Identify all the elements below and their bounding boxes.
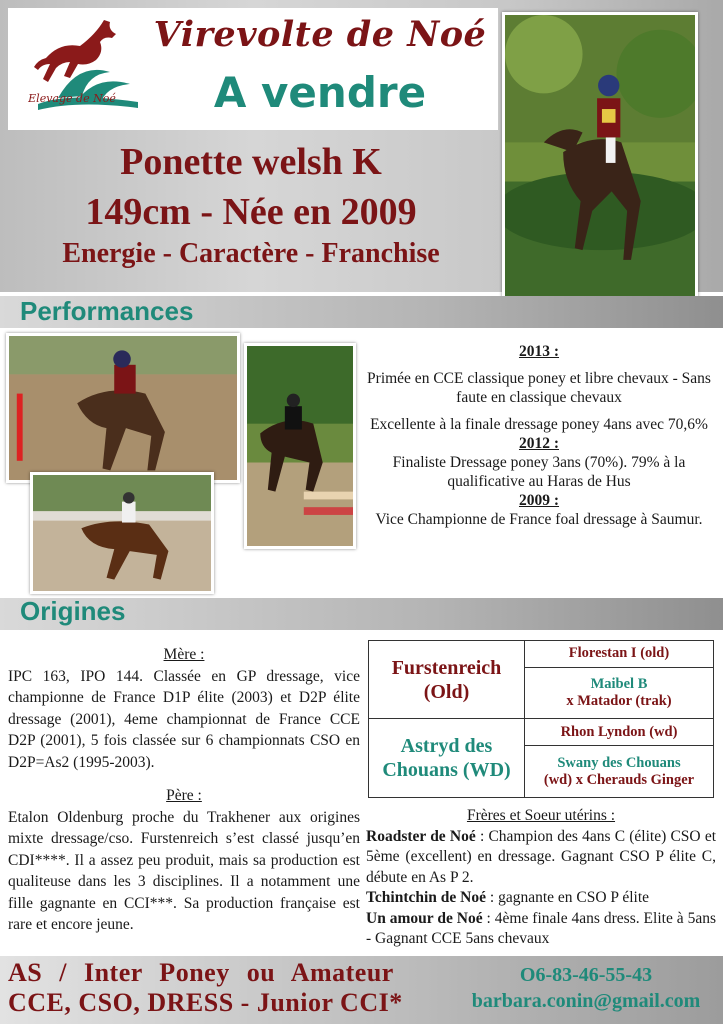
performances-text <box>362 342 716 529</box>
headline-height-birth: 149cm - Née en 2009 <box>85 191 417 233</box>
showjump-photo-1 <box>6 333 240 483</box>
mere-text: IPC 163, IPO 144. Classée en GP dressage, vice championne de France D1P élite (2003) et D2P élite dressage (2001), 4eme championnat de France CCE D2P (2001), 5 fois classée sur 6 championnats CSO en D2P=As2 (1995-2003). <box>8 667 360 771</box>
horse-name-title: Virevolte de Noé <box>153 14 487 55</box>
dressage-photo <box>30 472 214 594</box>
perf-item: Vice Championne de France foal dressage à Saumur. <box>375 511 703 528</box>
headline-qualities: Energie - Caractère - Franchise <box>62 238 440 269</box>
logo-caption: Elevage de Noé <box>28 92 116 105</box>
sibling-text: : Champion des 4ans C (élite) CSO et 5ème (excellent) en dressage. Gagnant CSO P élite C, débute en As P 2. <box>366 827 717 886</box>
showjump-photo-2 <box>244 343 356 549</box>
headline-breed: Ponette welsh K <box>120 141 382 183</box>
pedigree-dam-sire: Rhon Lyndon (wd) <box>525 719 714 746</box>
mere-label: Mère : <box>163 646 205 663</box>
pedigree-sire-dam <box>525 667 714 719</box>
sibling-name: Un amour de Noé <box>366 909 483 927</box>
pedigree-sire: Furstenreich (Old) <box>369 641 525 719</box>
pedigree-dam-dam-name: Swany des Chouans <box>557 754 681 771</box>
sibling-text: : 4ème finale 4ans dress. Elite à 5ans - Gagnant CCE 5ans chevaux <box>366 909 716 947</box>
pere-label: Père : <box>166 787 202 804</box>
pedigree-dam: Astryd des Chouans (WD) <box>369 719 525 798</box>
footer-disciplines: CCE, CSO, DRESS - Junior CCI* <box>8 988 403 1017</box>
pedigree-sire-dam-name: Maibel B <box>590 676 648 693</box>
siblings-label: Frères et Soeur utérins : <box>466 807 616 824</box>
sibling-text: : gagnante en CSO P élite <box>486 889 650 906</box>
perf-year: 2013 : <box>518 343 560 360</box>
footer-phone: O6-83-46-55-43 <box>519 964 653 986</box>
perf-item: Primée en CCE classique poney et libre chevaux - Sans faute en classique chevaux <box>367 370 711 406</box>
pedigree-dam-dam-sire: (wd) x Cherauds Ginger <box>543 771 695 788</box>
sibling-item <box>366 827 716 889</box>
origins-left-column <box>8 644 360 936</box>
siblings-section <box>366 806 716 950</box>
sibling-item <box>366 909 716 950</box>
pedigree-sire-dam-sire: x Matador (trak) <box>566 693 672 710</box>
performances-title: Performances <box>20 296 194 326</box>
sibling-item <box>366 888 716 909</box>
pedigree-dam-dam <box>525 746 714 798</box>
perf-year: 2009 : <box>518 492 560 509</box>
footer-email: barbara.conin@gmail.com <box>471 990 701 1012</box>
perf-item: Excellente à la finale dressage poney 4ans avec 70,6% <box>370 416 708 433</box>
sibling-name: Tchintchin de Noé <box>366 889 487 906</box>
perf-item: Finaliste Dressage poney 3ans (70%). 79% à la qualificative au Haras de Hus <box>392 454 686 490</box>
sibling-name: Roadster de Noé <box>366 827 476 845</box>
cross-country-photo <box>502 12 698 306</box>
for-sale-title: A vendre <box>213 68 427 117</box>
perf-year: 2012 : <box>518 435 560 452</box>
origines-title: Origines <box>20 596 126 626</box>
pere-text: Etalon Oldenburg proche du Trakhener aux origines mixte dressage/cso. Furstenreich s’est classé jusqu’en CDI****. Il a assez peu produit, mais sa production est qualiteuse dans les 3 disciplines. Il a notamment une fille gagnante en CCI***. Sa production française est rare et encore jeune. <box>8 808 360 933</box>
pedigree-table <box>368 640 714 798</box>
footer-level: AS / Inter Poney ou Amateur <box>8 958 394 987</box>
pedigree-sire-sire: Florestan I (old) <box>525 641 714 668</box>
